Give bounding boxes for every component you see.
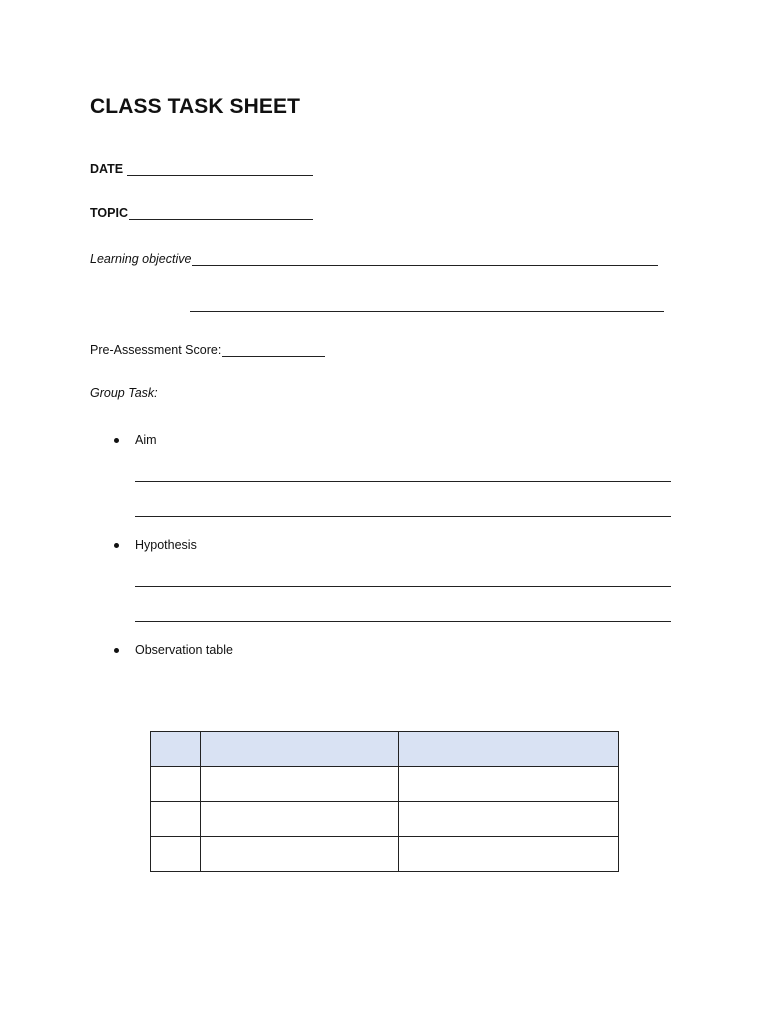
- bullet-observation-label: Observation table: [135, 643, 233, 657]
- date-blank[interactable]: [127, 163, 313, 176]
- date-field: [90, 162, 313, 176]
- table-cell[interactable]: [201, 767, 399, 802]
- table-cell[interactable]: [151, 767, 201, 802]
- page-title: CLASS TASK SHEET: [90, 95, 301, 118]
- table-cell[interactable]: [399, 802, 619, 837]
- table-cell[interactable]: [151, 837, 201, 872]
- table-row: [151, 802, 619, 837]
- table-cell[interactable]: [151, 732, 201, 767]
- table-cell[interactable]: [399, 837, 619, 872]
- table-cell[interactable]: [201, 837, 399, 872]
- objective-blank-2[interactable]: [190, 311, 664, 312]
- aim-blank-2[interactable]: [135, 516, 671, 517]
- bullet-aim-label: Aim: [135, 433, 157, 447]
- bullet-dot-icon: [114, 543, 119, 548]
- table-cell[interactable]: [201, 802, 399, 837]
- aim-blank-1[interactable]: [135, 481, 671, 482]
- date-label: DATE: [90, 162, 124, 176]
- bullet-hypothesis: [114, 538, 314, 554]
- table-cell[interactable]: [399, 767, 619, 802]
- objective-blank-1[interactable]: [192, 253, 658, 266]
- topic-field: [90, 206, 313, 220]
- table-cell[interactable]: [399, 732, 619, 767]
- pre-assessment-label: Pre-Assessment Score:: [90, 343, 222, 357]
- table-header-row: [151, 732, 619, 767]
- group-task-label: Group Task:: [90, 386, 158, 400]
- table-cell[interactable]: [201, 732, 399, 767]
- bullet-aim: [114, 433, 314, 449]
- objective-label: Learning objective: [90, 252, 192, 266]
- pre-assessment-field: [90, 343, 325, 357]
- table-row: [151, 767, 619, 802]
- pre-assessment-blank[interactable]: [222, 344, 325, 357]
- topic-label: TOPIC: [90, 206, 128, 220]
- table-row: [151, 837, 619, 872]
- topic-blank[interactable]: [129, 207, 313, 220]
- objective-field: [90, 252, 658, 266]
- observation-table: [150, 731, 619, 872]
- hypothesis-blank-2[interactable]: [135, 621, 671, 622]
- bullet-dot-icon: [114, 438, 119, 443]
- hypothesis-blank-1[interactable]: [135, 586, 671, 587]
- bullet-hypothesis-label: Hypothesis: [135, 538, 197, 552]
- table-cell[interactable]: [151, 802, 201, 837]
- bullet-dot-icon: [114, 648, 119, 653]
- bullet-observation: [114, 643, 314, 659]
